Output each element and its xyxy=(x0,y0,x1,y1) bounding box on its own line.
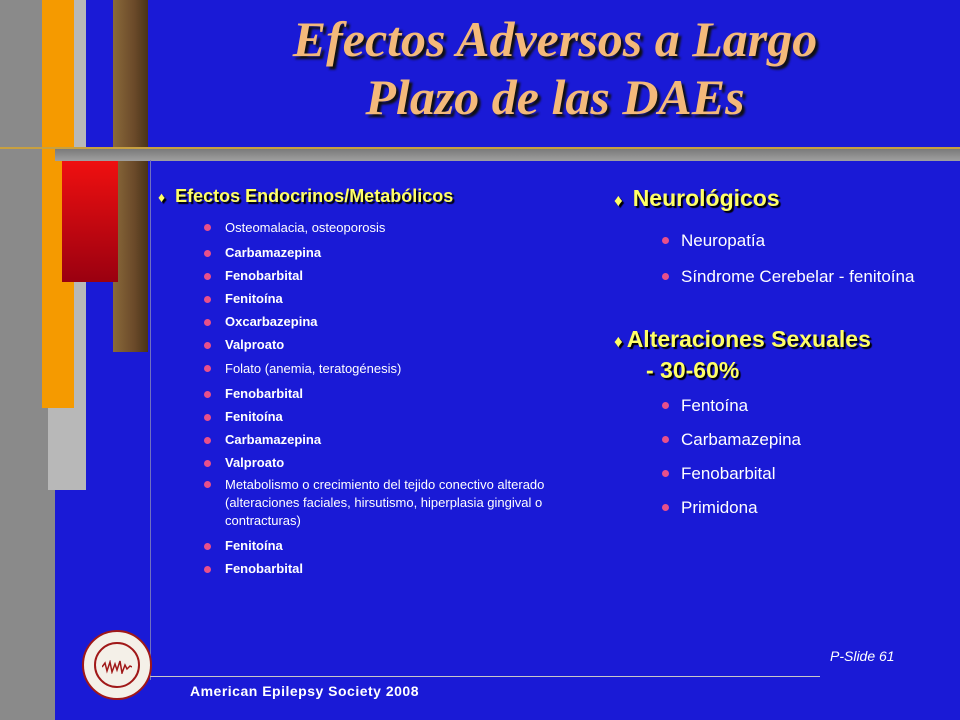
list-item: Fenobarbital xyxy=(204,386,598,401)
bullet-dot-icon xyxy=(662,470,669,477)
list-item: Fenobarbital xyxy=(204,268,598,283)
list-item: Primidona xyxy=(662,496,944,520)
bullet-dot-icon xyxy=(204,391,211,398)
title-line-2: Plazo de las DAEs xyxy=(365,69,745,125)
bullet-dot-icon xyxy=(204,296,211,303)
list-item: Neuropatía xyxy=(662,229,944,253)
bullet-dot-icon xyxy=(204,437,211,444)
bullet-dot-icon xyxy=(662,273,669,280)
bullet-dot-icon xyxy=(204,319,211,326)
list-item: Fenitoína xyxy=(204,291,598,306)
bullet-dot-icon xyxy=(204,342,211,349)
list-item: Carbamazepina xyxy=(662,428,944,452)
bullet-dot-icon xyxy=(204,414,211,421)
bullet-dot-icon xyxy=(204,273,211,280)
right-column xyxy=(614,184,944,520)
slide-title xyxy=(150,10,960,126)
slide-number: P-Slide 61 xyxy=(830,648,895,664)
list-item: Fenitoína xyxy=(204,409,598,424)
diamond-bullet-icon: ♦ xyxy=(614,332,623,351)
group-osteomalacia: Osteomalacia, osteoporosis xyxy=(204,219,598,237)
neuro-heading: ♦ Neurológicos xyxy=(614,185,780,211)
group-folato: Folato (anemia, teratogénesis) xyxy=(204,360,598,378)
decorative-bar-brown xyxy=(113,0,148,352)
footer-divider xyxy=(150,676,820,677)
list-item: Oxcarbazepina xyxy=(204,314,598,329)
list-item: Fenobarbital xyxy=(204,561,598,576)
bullet-dot-icon xyxy=(662,237,669,244)
footer-text: American Epilepsy Society 2008 xyxy=(190,683,419,699)
list-item: Fentoína xyxy=(662,394,944,418)
bullet-dot-icon xyxy=(204,481,211,488)
content-left-border xyxy=(150,160,151,680)
list-item: Carbamazepina xyxy=(204,432,598,447)
list-item: Valproato xyxy=(204,337,598,352)
diamond-bullet-icon: ♦ xyxy=(158,189,166,205)
bullet-dot-icon xyxy=(662,402,669,409)
left-column xyxy=(158,186,598,576)
bullet-dot-icon xyxy=(204,224,211,231)
title-divider-shadow xyxy=(55,149,960,161)
group-metabolismo: Metabolismo o crecimiento del tejido conectivo alterado (alteraciones faciales, hirsutismo, hiperplasia gingival o contracturas) xyxy=(204,476,598,530)
bullet-dot-icon xyxy=(204,543,211,550)
sexual-heading-percent: - 30-60% xyxy=(646,357,740,383)
bullet-dot-icon xyxy=(204,250,211,257)
bullet-dot-icon xyxy=(204,365,211,372)
decorative-bar-red xyxy=(62,160,118,282)
sexual-heading: ♦ Alteraciones Sexuales xyxy=(614,326,871,352)
diamond-bullet-icon: ♦ xyxy=(614,191,623,210)
list-item: Valproato xyxy=(204,455,598,470)
list-item: Carbamazepina xyxy=(204,245,598,260)
title-line-1: Efectos Adversos a Largo xyxy=(292,11,818,67)
bullet-dot-icon xyxy=(204,566,211,573)
bullet-dot-icon xyxy=(204,460,211,467)
eeg-wave-icon xyxy=(102,660,132,674)
bullet-dot-icon xyxy=(662,436,669,443)
list-item: Fenobarbital xyxy=(662,462,944,486)
bullet-dot-icon xyxy=(662,504,669,511)
list-item: Síndrome Cerebelar - fenitoína xyxy=(662,265,944,289)
list-item: Fenitoína xyxy=(204,538,598,553)
society-seal-logo xyxy=(82,630,152,700)
endocrine-heading: ♦ Efectos Endocrinos/Metabólicos xyxy=(158,186,454,206)
